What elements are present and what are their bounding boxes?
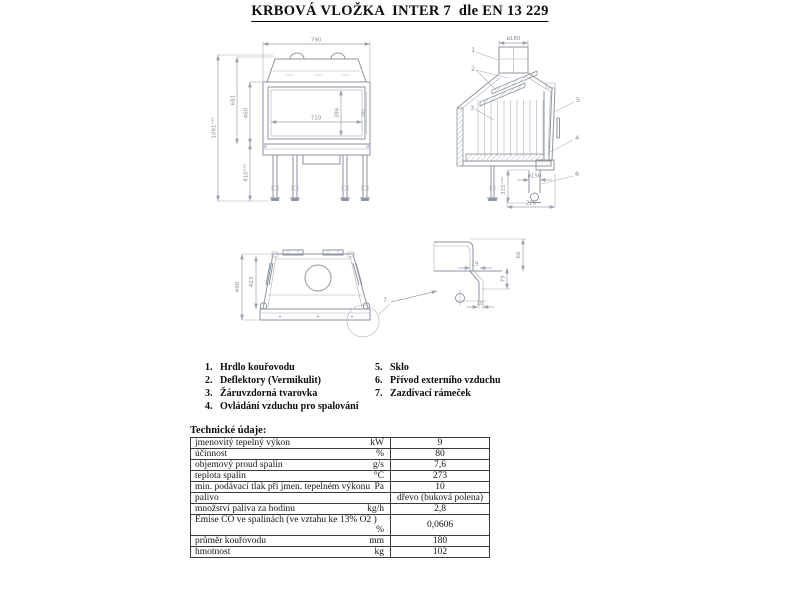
- legend-item-3: [205, 387, 358, 400]
- legend-label: Sklo: [390, 362, 409, 373]
- legend-label: Zazdívací rámeček: [390, 388, 471, 399]
- legend-item-6: [375, 374, 501, 387]
- legend-label: Přívod externího vzduchu: [390, 375, 501, 386]
- legend-number: 2.: [205, 375, 213, 386]
- dim-681: 681: [230, 94, 237, 106]
- spec-value: 0,0606: [391, 515, 490, 536]
- spec-value: 9: [391, 438, 490, 449]
- dim-460: 460: [243, 107, 250, 119]
- dim-490: 490: [235, 281, 241, 293]
- dim-glass-height-380: 380: [362, 108, 367, 118]
- dim-air-diameter: ø150: [527, 173, 542, 180]
- frame-detail-view: [434, 239, 526, 309]
- spec-unit: kW: [370, 438, 384, 448]
- spec-unit: %: [376, 449, 384, 459]
- dim-flue-diameter: ø180: [506, 36, 521, 42]
- spec-name: palivo: [195, 493, 219, 503]
- spec-unit: mm: [369, 536, 384, 546]
- legend-left-column: [205, 361, 358, 413]
- callout-5: 5: [576, 96, 581, 104]
- dim-inner-width-710: 710: [310, 115, 322, 122]
- front-view-drawing: [205, 28, 415, 220]
- dim-423: 423: [249, 276, 255, 288]
- table-row: [191, 493, 490, 504]
- table-row: [191, 460, 490, 471]
- dim-66: 66: [516, 251, 522, 259]
- spec-unit: kg: [374, 547, 384, 557]
- legend-number: 4.: [205, 401, 213, 412]
- spec-value: 2,8: [391, 504, 490, 515]
- callout-3: 3: [470, 104, 475, 112]
- plan-view-drawing: [220, 225, 530, 360]
- spec-name: jmenovitý tepelný výkon: [195, 438, 290, 448]
- legend-number: 6.: [375, 375, 383, 386]
- spec-name: min. podávací tlak při jmen. tepelném výkonu: [195, 482, 371, 492]
- legend-item-4: [205, 400, 358, 413]
- spec-name: Emise CO ve spalinách (ve vztahu ke 13% O2 ): [195, 515, 377, 525]
- spec-unit: g/s: [372, 460, 384, 470]
- callout-6: 6: [575, 170, 580, 178]
- callout-2: 2: [471, 65, 476, 73]
- front-view-geometry: [263, 53, 370, 201]
- spec-value: 10: [391, 482, 490, 493]
- spec-value: 80: [391, 449, 490, 460]
- spec-value: 7,6: [391, 460, 490, 471]
- side-view-drawing: [440, 28, 625, 220]
- spec-name: účinnost: [195, 449, 228, 459]
- legend-number: 5.: [375, 362, 383, 373]
- dim-width-790: 790: [310, 37, 322, 44]
- spec-value: 102: [391, 547, 490, 558]
- legend-label: Žáruvzdorná tvarovka: [220, 388, 318, 399]
- front-view-dimensions: [211, 38, 371, 202]
- dim-19: 19: [471, 261, 479, 268]
- spec-name: teplota spalin: [195, 471, 246, 481]
- spec-unit: Pa: [374, 482, 384, 492]
- table-row: [191, 482, 490, 493]
- table-row: [191, 438, 490, 449]
- legend-item-7: [375, 387, 501, 400]
- technical-data-table: [190, 437, 490, 558]
- spec-unit: kg/h: [367, 504, 384, 514]
- plan-view-dimensions: [235, 254, 437, 320]
- legend-number: 7.: [375, 388, 383, 399]
- technical-data-section: [190, 425, 490, 558]
- spec-name: hmotnost: [195, 547, 231, 557]
- table-row: [191, 536, 490, 547]
- table-row: [191, 515, 490, 536]
- callout-7: 7: [383, 296, 388, 304]
- legend-item-5: [375, 361, 501, 374]
- callout-1: 1: [471, 46, 476, 54]
- table-row: [191, 547, 490, 558]
- legend-item-1: [205, 361, 358, 374]
- side-view-callouts: [470, 46, 580, 184]
- spec-unit: °C: [373, 471, 384, 481]
- dim-315: 315⁺⁸⁰: [501, 177, 507, 195]
- legend-number: 3.: [205, 388, 213, 399]
- table-row: [191, 449, 490, 460]
- page-title: KRBOVÁ VLOŽKA INTER 7 dle EN 13 229: [251, 3, 548, 22]
- spec-value: dřevo (buková polena): [391, 493, 490, 504]
- spec-name: množství paliva za hodinu: [195, 504, 295, 514]
- dim-79: 79: [500, 275, 507, 283]
- technical-data-heading: Technické údaje:: [190, 425, 267, 436]
- plan-view-geometry: [260, 250, 379, 337]
- legend-label: Hrdlo kouřovodu: [220, 362, 295, 373]
- dim-226: 226: [525, 200, 537, 207]
- legend-label: Ovládání vzduchu pro spalování: [220, 401, 359, 412]
- dim-410: 410⁺⁸⁰: [243, 164, 250, 182]
- spec-name: průměr kouřovodu: [195, 536, 266, 546]
- spec-value: 180: [391, 536, 490, 547]
- dim-inner-height-386: 386: [334, 107, 341, 119]
- side-view-dimensions: [499, 36, 555, 207]
- legend-label: Deflektory (Vermikulit): [220, 375, 321, 386]
- dim-10: 10: [476, 301, 484, 307]
- table-row: [191, 471, 490, 482]
- callout-4: 4: [575, 134, 580, 142]
- dim-total-height: 1091⁺⁸⁰: [211, 117, 218, 139]
- table-row: [191, 504, 490, 515]
- spec-name: objemový proud spalin: [195, 460, 283, 470]
- spec-value: 273: [391, 471, 490, 482]
- legend-right-column: [375, 361, 501, 400]
- spec-unit: %: [376, 525, 384, 535]
- legend-item-2: [205, 374, 358, 387]
- legend-number: 1.: [205, 362, 213, 373]
